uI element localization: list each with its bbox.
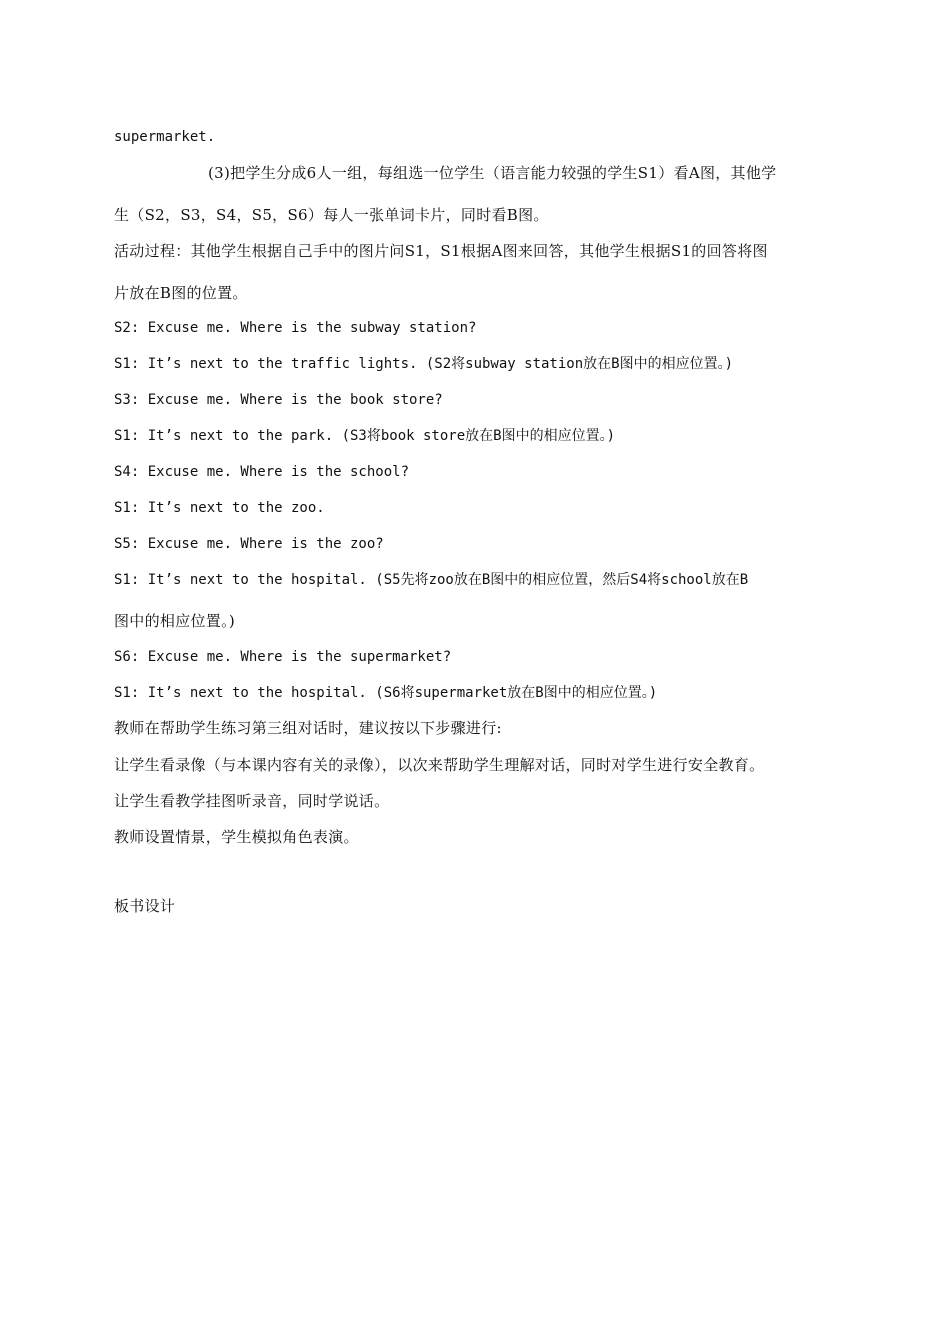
dialogue-line-s1-park: S1: It’s next to the park. (S3将book store放在B图中的相应位置。) [114, 428, 616, 444]
text-line-place-picture: 片放在B图的位置。 [114, 284, 248, 302]
text-line-role-play: 教师设置情景，学生模拟角色表演。 [114, 828, 359, 846]
dialogue-line-s1-zoo: S1: It’s next to the zoo. [114, 500, 325, 516]
dialogue-line-s1-traffic-lights: S1: It’s next to the traffic lights. (S2将subway station放在B图中的相应位置。) [114, 356, 734, 372]
text-line-teacher-steps: 教师在帮助学生练习第三组对话时，建议按以下步骤进行: [114, 719, 502, 737]
text-line-grouping-instruction: (3)把学生分成6人一组，每组选一位学生（语言能力较强的学生S1）看A图，其他学 [208, 164, 777, 182]
dialogue-line-s2-question: S2: Excuse me. Where is the subway station? [114, 320, 477, 336]
dialogue-line-s3-question: S3: Excuse me. Where is the book store? [114, 392, 443, 408]
text-line-listen-recording: 让学生看教学挂图听录音，同时学说话。 [114, 792, 390, 810]
text-line-activity-process: 活动过程：其他学生根据自己手中的图片问S1，S1根据A图来回答，其他学生根据S1的回答将图 [114, 242, 768, 260]
dialogue-line-s4-question: S4: Excuse me. Where is the school? [114, 464, 410, 480]
text-line-watch-video: 让学生看录像（与本课内容有关的录像），以次来帮助学生理解对话，同时对学生进行安全教育。 [114, 756, 765, 774]
text-line-supermarket: supermarket. [114, 129, 216, 145]
dialogue-line-s1-hospital-2: S1: It’s next to the hospital. (S6将supermarket放在B图中的相应位置。) [114, 685, 658, 701]
text-line-position-note: 图中的相应位置。) [114, 612, 236, 630]
dialogue-line-s1-hospital-1: S1: It’s next to the hospital. (S5先将zoo放在B图中的相应位置，然后S4将school放在B [114, 572, 749, 588]
dialogue-line-s5-question: S5: Excuse me. Where is the zoo? [114, 536, 384, 552]
section-heading-board-design: 板书设计 [114, 897, 176, 915]
dialogue-line-s6-question: S6: Excuse me. Where is the supermarket? [114, 649, 452, 665]
text-line-word-cards: 生（S2，S3，S4，S5，S6）每人一张单词卡片，同时看B图。 [114, 206, 549, 224]
